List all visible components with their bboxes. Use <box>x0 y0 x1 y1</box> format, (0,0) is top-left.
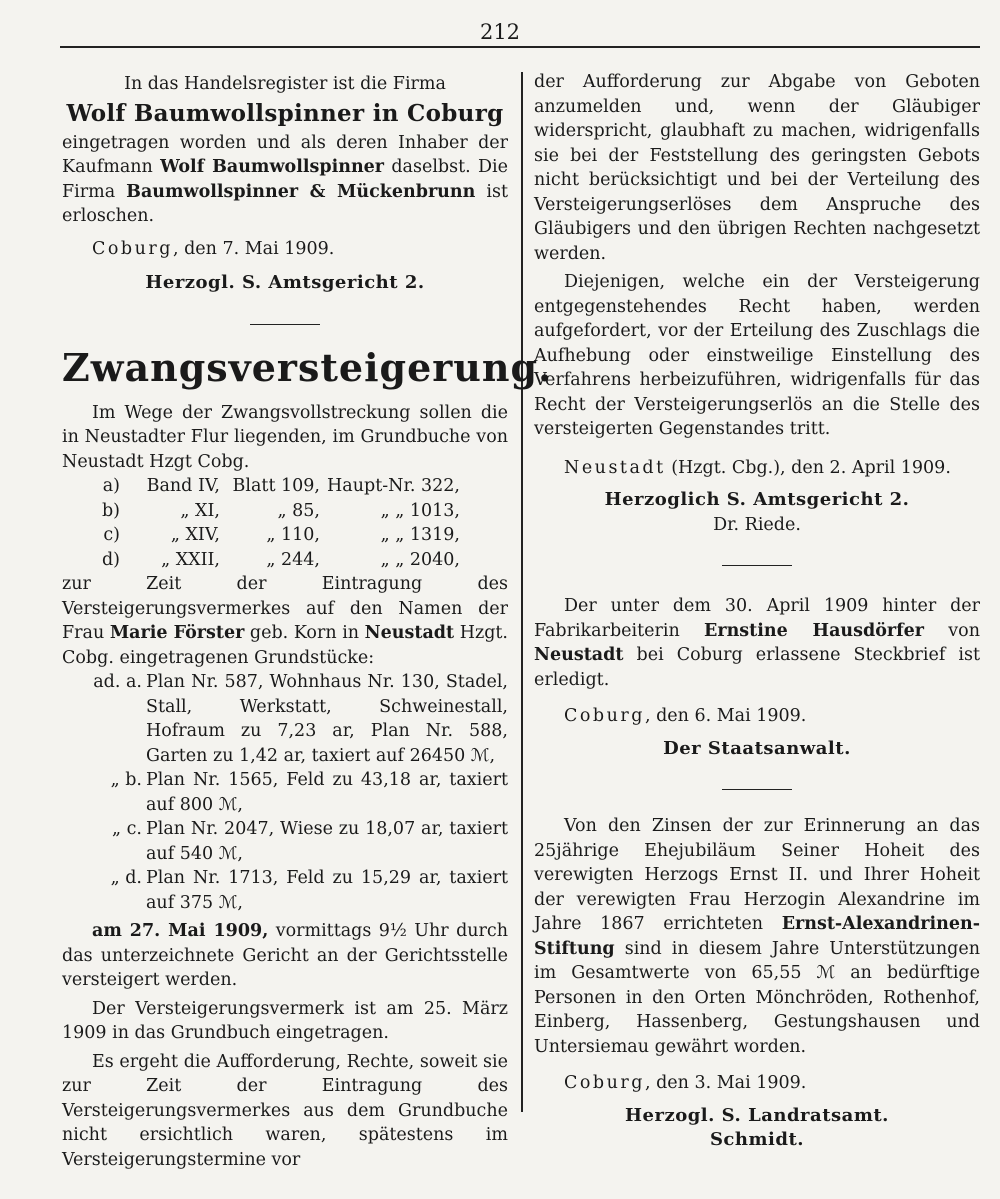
steckbrief-paragraph: Der unter dem 30. April 1909 hinter der Fabrikarbeiterin Ernstine Hausdörfer von Neustadt bei Coburg erlassene Steckbrief ist erledigt. <box>534 596 980 690</box>
court-signature-1: Herzogl. S. Amtsgericht 2. <box>145 272 425 293</box>
signer-name: Schmidt. <box>709 1129 805 1150</box>
table-row: d) „ XXII, „ 244, „ „ 2040, <box>101 549 460 570</box>
table-row: c) „ XIV, „ 110, „ „ 1319, <box>103 525 460 545</box>
auction-heading: Zwangsversteigerung. <box>62 344 553 390</box>
separator-rule <box>722 789 792 790</box>
separator-rule <box>250 324 320 325</box>
page-number: 212 <box>479 20 521 44</box>
auction-date: am 27. Mai 1909, <box>92 921 269 941</box>
prosecutor-signature: Der Staatsanwalt. <box>663 737 851 759</box>
header-rule <box>60 46 980 48</box>
separator-rule <box>722 565 792 566</box>
table-row: a) Band IV, Blatt 109, Haupt-Nr. 322, <box>102 476 460 496</box>
town-name: Neustadt <box>364 623 455 643</box>
steckbrief-dateline: Coburg, den 6. Mai 1909. <box>564 706 807 726</box>
old-firm-name: Baumwollspinner & Mückenbrunn <box>126 181 476 202</box>
list-item: ad. a. Plan Nr. 587, Wohnhaus Nr. 130, Stadel, Stall, Werkstatt, Schweinestall, Hofraum zu 7,23 ar, Plan Nr. 588, Garten zu 1,42 ar, taxiert auf 26450 ℳ, <box>93 672 508 766</box>
stiftung-dateline: Coburg, den 3. Mai 1909. <box>564 1073 807 1093</box>
firm-name: Wolf Baumwollspinner in Coburg <box>66 99 504 127</box>
list-item: „ d. Plan Nr. 1713, Feld zu 15,29 ar, taxiert auf 375 ℳ, <box>110 868 508 913</box>
right-column <box>534 70 980 1153</box>
register-intro: In das Handelsregister ist die Firma <box>124 74 446 94</box>
register-dateline: Coburg, den 7. Mai 1909. <box>92 238 335 259</box>
auction-intro: Im Wege der Zwangsvollstreckung sollen die in Neustadter Flur liegenden, im Grundbuche von Neustadt Hzgt Cobg. <box>62 402 508 472</box>
vermerk-paragraph: Der Versteigerungsvermerk ist am 25. März 1909 in das Grundbuch eingetragen. <box>62 998 508 1043</box>
town-name: Neustadt <box>534 645 624 665</box>
stiftung-paragraph: Von den Zinsen der zur Erinnerung an das 25jährige Ehejubiläum Seiner Hoheit des verewigten Herzogs Ernst II. und Ihrer Hoheit der verewigten Frau Herzogin Alexandrine im Jahre 1867 errichteten Ernst-Alexandrinen-Stiftung sind in diesem Jahre Unterstützungen im Gesamtwerte von 65,55 ℳ an bedürftige Personen in den Orten Mönchröden, Rothenhof, Einberg, Hassenberg, Gestungshausen und Untersiemau gewährt worden. <box>534 816 980 1057</box>
owner-paragraph: zur Zeit der Eintragung des Versteigerungsvermerkes auf den Namen der Frau Marie Förster geb. Korn in Neustadt Hzgt. Cobg. eingetragenen Grundstücke: <box>62 574 509 668</box>
diejenigen-paragraph: Diejenigen, welche ein der Versteigerung entgegenstehendes Recht haben, werden aufgefordert, vor der Erteilung des Zuschlags die Aufhebung oder einstweilige Einstellung des Verfahrens herbeizuführen, widrigenfalls für das Recht der Versteigerungserlös an die Stelle des versteigerten Gegenstandes tritt. <box>534 272 980 439</box>
list-item: „ c. Plan Nr. 2047, Wiese zu 18,07 ar, taxiert auf 540 ℳ, <box>112 819 508 864</box>
left-column <box>62 70 553 1172</box>
owner-name: Wolf Baumwollspinner <box>160 157 385 177</box>
register-table <box>62 474 508 572</box>
aufforderung-paragraph: Es ergeht die Aufforderung, Rechte, soweit sie zur Zeit der Eintragung des Versteigerungsvermerkes aus dem Grundbuche nicht ersichtlich waren, spätestens im Versteigerungstermine vor <box>62 1051 508 1170</box>
register-text: eingetragen worden und als deren Inhaber der Kaufmann Wolf Baumwollspinner daselbst. Die Firma Baumwollspinner & Mückenbrunn ist erloschen. <box>62 132 509 226</box>
table-row: b) „ XI, „ 85, „ „ 1013, <box>101 500 460 521</box>
court-signature-2: Herzoglich S. Amtsgericht 2. <box>604 489 910 510</box>
landratsamt-signature: Herzogl. S. Landratsamt. <box>625 1104 889 1126</box>
column-divider <box>521 72 523 1112</box>
continuation-paragraph: der Aufforderung zur Abgabe von Geboten anzumelden und, wenn der Gläubiger widerspricht, glaubhaft zu machen, widrigenfalls sie bei der Feststellung des geringsten Gebots nicht berücksichtigt und bei der Verteilung des Versteigerungserlöses dem Anspruche des Gläubigers und den übrigen Rechten nachgesetzt werden. <box>534 72 980 264</box>
neustadt-dateline: Neustadt (Hzgt. Cbg.), den 2. April 1909. <box>564 457 951 478</box>
owner-name: Marie Förster <box>109 623 245 643</box>
person-name: Ernstine Hausdörfer <box>704 620 925 641</box>
foundation-name: Ernst-Alexandrinen-Stiftung <box>534 914 980 959</box>
judge-name: Dr. Riede. <box>713 514 801 535</box>
auction-date-paragraph: am 27. Mai 1909, vormittags 9½ Uhr durch das unterzeichnete Gericht an der Gerichtsstelle versteigert werden. <box>62 921 508 990</box>
list-item: „ b. Plan Nr. 1565, Feld zu 43,18 ar, taxiert auf 800 ℳ, <box>110 770 508 815</box>
